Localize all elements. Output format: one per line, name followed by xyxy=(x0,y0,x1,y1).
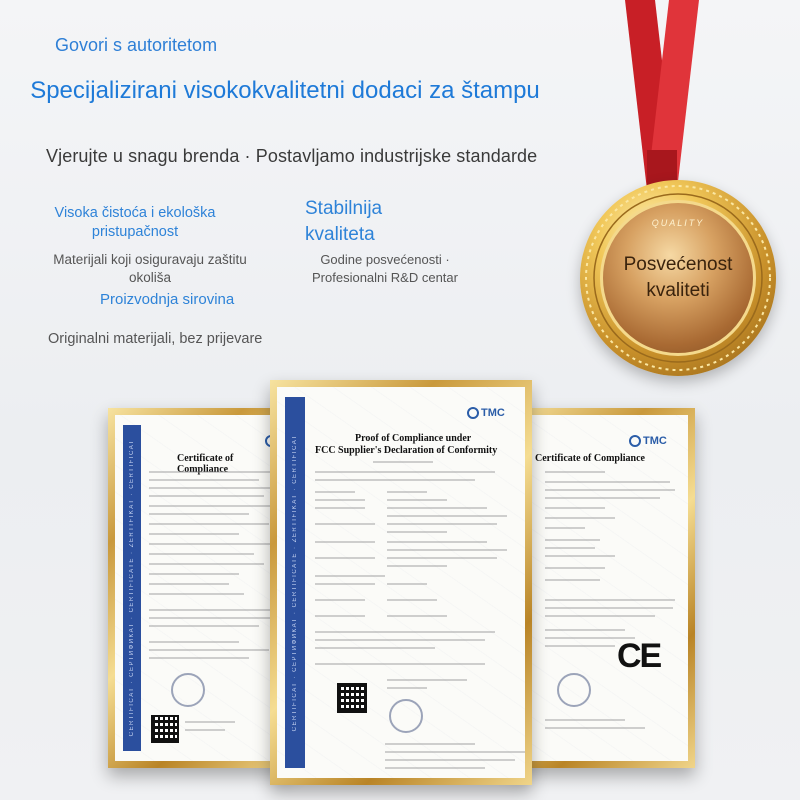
ribbon-icon xyxy=(625,0,699,190)
certificate-left xyxy=(108,408,293,768)
medal-badge: QUALITY xyxy=(651,218,705,228)
feature-production-title: Proizvodnja sirovina xyxy=(100,291,235,308)
stamp-icon xyxy=(557,673,591,707)
certificate-right xyxy=(510,408,695,768)
certificate-right-heading: Certificate of Compliance xyxy=(535,453,645,464)
feature-purity-desc: Materijali koji osiguravaju zaštitu okoliša xyxy=(53,252,247,285)
quality-medal xyxy=(580,180,776,376)
certificate-left-heading: Certificate of Compliance xyxy=(177,453,234,475)
page-title: Specijalizirani visokokvalitetni dodaci za štampu xyxy=(30,77,540,104)
tmc-logo-icon: TMC xyxy=(629,435,667,447)
tmc-logo-icon: TMC xyxy=(467,407,505,419)
certificate-center-heading-1: Proof of Compliance under xyxy=(355,433,472,444)
certificate-stripe: CERTIFICAT · СЕРТИФИКАТ · CERTIFICATE · ZERTIFIKAT · CERTIFICAT xyxy=(123,425,141,751)
qr-code-icon xyxy=(151,715,179,743)
page-subtitle: Vjerujte u snagu brenda · Postavljamo industrijske standarde xyxy=(46,146,538,166)
certificate-right-paper xyxy=(517,415,688,761)
certificate-center-heading-2: FCC Supplier's Declaration of Conformity xyxy=(315,445,498,456)
feature-production-desc: Originalni materijali, bez prijevare xyxy=(48,331,263,347)
certificate-stripe: CERTIFICAT · СЕРТИФИКАТ · CERTIFICATE · ZERTIFIKAT · CERTIFICAT xyxy=(285,397,305,768)
ce-mark-icon: CE xyxy=(617,637,661,675)
certificate-center-paper xyxy=(277,387,525,778)
stamp-icon xyxy=(389,699,423,733)
feature-purity-title: Visoka čistoća i ekološka pristupačnost xyxy=(54,205,216,240)
certificate-center xyxy=(270,380,532,785)
stamp-icon xyxy=(171,673,205,707)
feature-stability-desc: Godine posvećenosti · Profesionalni R&D centar xyxy=(312,252,458,285)
kicker-text: Govori s autoritetom xyxy=(55,35,218,55)
medal-text: Posvećenost kvaliteti xyxy=(623,254,733,301)
certificate-left-paper xyxy=(115,415,286,761)
qr-code-icon xyxy=(337,683,367,713)
feature-stability-title: Stabilnija kvaliteta xyxy=(305,198,383,245)
